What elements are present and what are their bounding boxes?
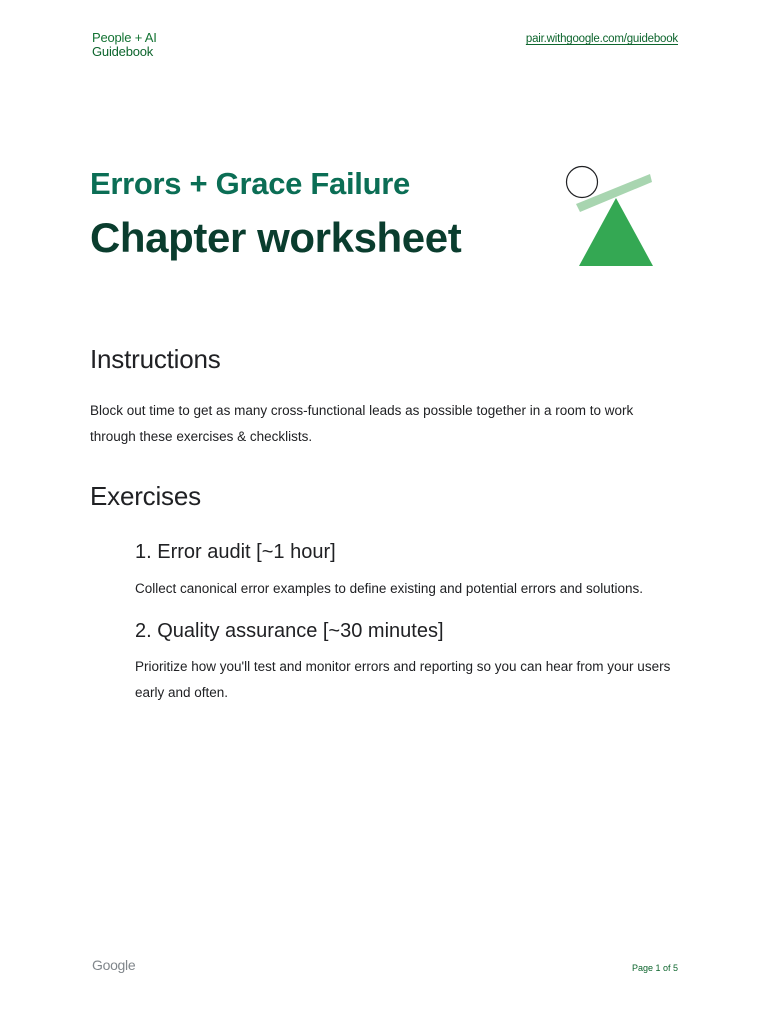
google-logo: Google <box>92 957 136 973</box>
guidebook-link[interactable]: pair.withgoogle.com/guidebook <box>525 33 678 45</box>
page-number: Page 1 of 5 <box>631 963 678 973</box>
exercise-1-description: Collect canonical error examples to define existing and potential errors and solutions. <box>135 581 644 596</box>
logo-line-2: Guidebook <box>92 44 154 59</box>
seesaw-ball <box>567 167 598 198</box>
instructions-heading: Instructions <box>90 344 221 374</box>
page-title: Chapter worksheet <box>90 214 462 261</box>
seesaw-balance-icon <box>562 162 658 270</box>
exercises-heading: Exercises <box>90 481 201 511</box>
exercise-2-title: 2. Quality assurance [~30 minutes] <box>135 620 444 642</box>
logo-line-1: People + AI <box>92 30 157 45</box>
exercise-1-title: 1. Error audit [~1 hour] <box>135 541 336 563</box>
instructions-body: Block out time to get as many cross-functional leads as possible together in a room to work through these exercises & checklists. <box>90 403 634 444</box>
exercise-2-description: Prioritize how you'll test and monitor errors and reporting so you can hear from your users early and often. <box>135 659 671 700</box>
chapter-subtitle: Errors + Grace Failure <box>90 166 410 201</box>
seesaw-triangle <box>579 198 653 266</box>
guidebook-logo <box>92 31 157 59</box>
